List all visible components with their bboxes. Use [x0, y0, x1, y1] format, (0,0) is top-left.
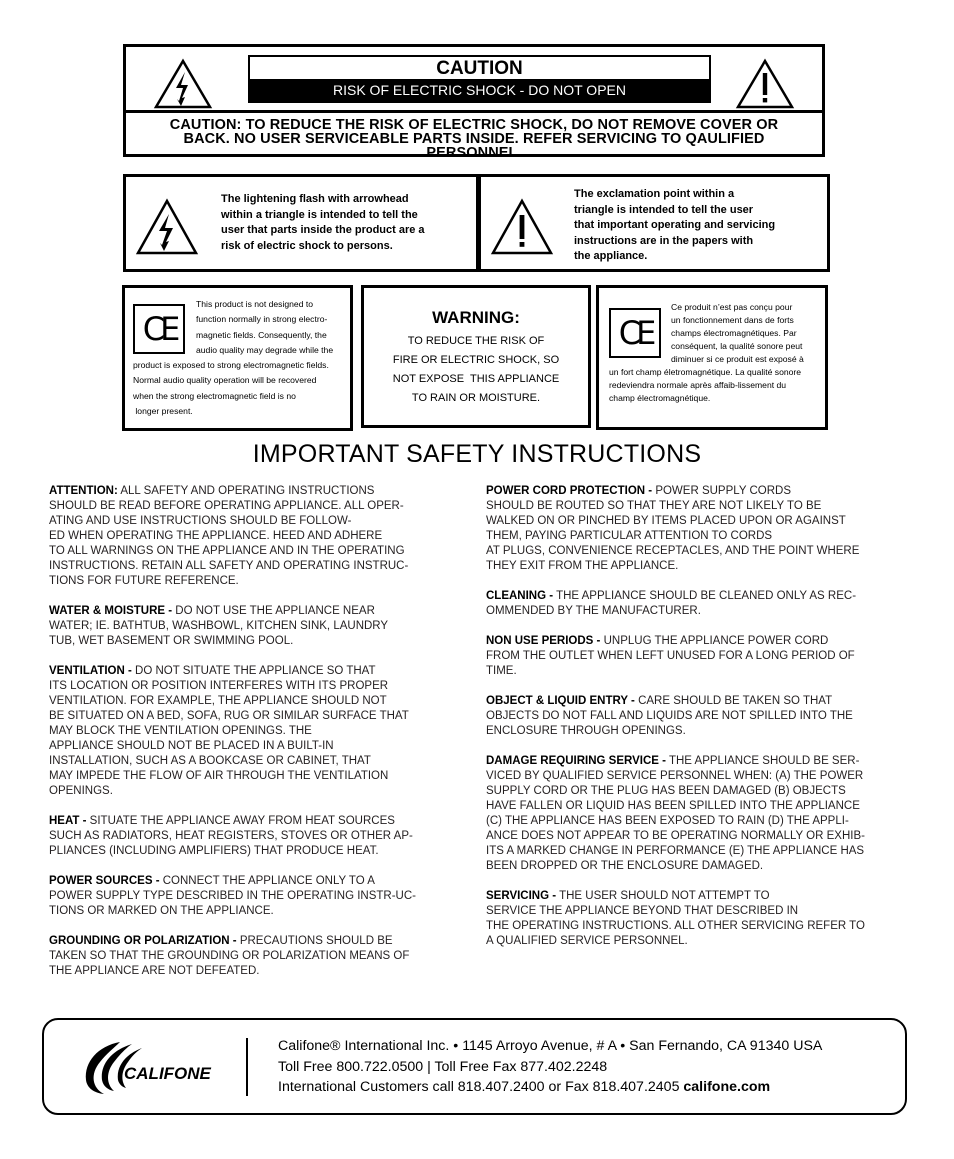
- instruction-line: OPENINGS.: [49, 785, 113, 797]
- instructions-left-column: [49, 484, 457, 994]
- instructions-right-column: [486, 484, 911, 964]
- instruction-line: SHOULD BE READ BEFORE OPERATING APPLIANCE. ALL OPER-: [49, 500, 404, 512]
- note-line: The lightening flash with arrowhead: [221, 193, 409, 205]
- caution-subtitle: RISK OF ELECTRIC SHOCK - DO NOT OPEN: [250, 79, 709, 101]
- califone-logo-icon: [80, 1036, 220, 1098]
- caution-warning-line: PERSONNEL.: [426, 145, 522, 161]
- instruction-line: WATER; IE. BATHTUB, WASHBOWL, KITCHEN SINK, LAUNDRY: [49, 620, 389, 632]
- instruction-label: HEAT -: [49, 815, 87, 827]
- instruction-line: MAY BLOCK THE VENTILATION OPENINGS. THE: [49, 725, 312, 737]
- ce-notice-english: [122, 285, 353, 431]
- caution-label-box: [248, 55, 711, 103]
- note-line: that important operating and servicing: [574, 219, 776, 231]
- instruction-paragraph: [49, 604, 457, 649]
- instruction-line: ATING AND USE INSTRUCTIONS SHOULD BE FOLLOW-: [49, 515, 352, 527]
- ce-text-bottom: [133, 358, 329, 420]
- ce-line: function normally in strong electro-: [196, 314, 328, 325]
- ce-line: redeviendra normale après affaib-lissement du: [609, 380, 787, 390]
- footer-website-link[interactable]: califone.com: [683, 1079, 771, 1095]
- instruction-line: A QUALIFIED SERVICE PERSONNEL.: [486, 935, 688, 947]
- exclamation-triangle-icon: [736, 59, 794, 109]
- note-line: instructions are in the papers with: [574, 234, 754, 247]
- instruction-line: (C) THE APPLIANCE HAS BEEN EXPOSED TO RAIN (D) THE APPLI-: [486, 815, 849, 827]
- instruction-line: [49, 664, 457, 679]
- ce-line: audio quality may degrade while the: [196, 345, 334, 356]
- instruction-line: MAY IMPEDE THE FLOW OF AIR THROUGH THE VENTILATION: [49, 770, 389, 782]
- instruction-text: UNPLUG THE APPLIANCE POWER CORD: [600, 635, 829, 647]
- instruction-line: VICED BY QUALIFIED SERVICE PERSONNEL WHEN: (A) THE POWER: [486, 770, 864, 782]
- instruction-label: WATER & MOISTURE -: [49, 605, 173, 617]
- instruction-line: SERVICE THE APPLIANCE BEYOND THAT DESCRIBED IN: [486, 905, 799, 917]
- instruction-paragraph: [49, 484, 457, 589]
- lightning-note-text: [221, 192, 425, 254]
- instruction-line: SUPPLY CORD OR THE PLUG HAS BEEN DAMAGED (B) OBJECTS: [486, 785, 846, 797]
- instruction-line: VENTILATION. FOR EXAMPLE, THE APPLIANCE SHOULD NOT: [49, 695, 387, 707]
- note-line: the appliance.: [574, 250, 648, 262]
- instruction-line: TAKEN SO THAT THE GROUNDING OR POLARIZATION MEANS OF: [49, 950, 410, 962]
- note-line: risk of electric shock to persons.: [221, 239, 393, 252]
- instruction-line: [486, 889, 911, 904]
- footer-international-line: [278, 1077, 822, 1098]
- instruction-line: [49, 604, 457, 619]
- note-line: within a triangle is intended to tell the: [221, 208, 418, 221]
- instruction-text: THE APPLIANCE SHOULD BE SER-: [665, 755, 860, 767]
- instruction-text: SITUATE THE APPLIANCE AWAY FROM HEAT SOURCES: [86, 815, 395, 827]
- ce-line: Normal audio quality operation will be recovered: [133, 375, 317, 386]
- ce-line: product is exposed to strong electromagnetic fields.: [133, 360, 329, 370]
- instruction-label: POWER CORD PROTECTION -: [486, 485, 653, 497]
- instruction-label: OBJECT & LIQUID ENTRY -: [486, 695, 635, 707]
- caution-warning-text: [126, 117, 822, 161]
- ce-text-bottom: [609, 366, 801, 405]
- instruction-line: TIME.: [486, 665, 517, 677]
- instruction-label: GROUNDING OR POLARIZATION -: [49, 935, 237, 947]
- instruction-line: TIONS OR MARKED ON THE APPLIANCE.: [49, 905, 274, 917]
- caution-warning-line: CAUTION: TO REDUCE THE RISK OF ELECTRIC SHOCK, DO NOT REMOVE COVER OR: [169, 117, 779, 133]
- footer-phone-line: Toll Free 800.722.0500 | Toll Free Fax 877.402.2248: [278, 1058, 608, 1075]
- ce-line: magnetic fields. Consequently, the: [196, 329, 327, 340]
- instruction-line: ANCE DOES NOT APPEAR TO BE OPERATING NORMALLY OR EXHIB-: [486, 830, 865, 842]
- warning-line: NOT EXPOSE THIS APPLIANCE: [392, 373, 560, 385]
- page-title: IMPORTANT SAFETY INSTRUCTIONS: [252, 440, 702, 468]
- footer-divider: [246, 1038, 248, 1096]
- instruction-line: TO ALL WARNINGS ON THE APPLIANCE AND IN THE OPERATING: [49, 545, 405, 557]
- instruction-text: THE USER SHOULD NOT ATTEMPT TO: [556, 890, 770, 902]
- instruction-text: CONNECT THE APPLIANCE ONLY TO A: [159, 875, 375, 887]
- exclamation-note-text: [574, 187, 775, 265]
- instruction-line: INSTALLATION, SUCH AS A BOOKCASE OR CABINET, THAT: [49, 755, 371, 767]
- instruction-line: ITS LOCATION OR POSITION INTERFERES WITH ITS PROPER: [49, 680, 389, 692]
- footer-international-text: International Customers call 818.407.2400 or Fax 818.407.2405: [278, 1079, 684, 1095]
- instruction-line: TUB, WET BASEMENT OR SWIMMING POOL.: [49, 635, 294, 647]
- warning-box: [361, 285, 591, 428]
- lightning-triangle-icon: [154, 59, 212, 109]
- ce-line: diminuer si ce produit est exposé à: [671, 354, 804, 364]
- instruction-line: PLIANCES (INCLUDING AMPLIFIERS) THAT PRODUCE HEAT.: [49, 845, 379, 857]
- instruction-text: DO NOT SITUATE THE APPLIANCE SO THAT: [131, 665, 376, 677]
- lightning-triangle-icon: [136, 199, 198, 255]
- instruction-line: [486, 694, 911, 709]
- ce-mark-icon: CE: [133, 304, 185, 354]
- exclamation-note-box: [478, 174, 830, 272]
- instruction-line: WALKED ON OR PINCHED BY ITEMS PLACED UPON OR AGAINST: [486, 515, 846, 527]
- instruction-text: POWER SUPPLY CORDS: [652, 485, 792, 497]
- ce-line: Ce produit n’est pas conçu pour: [671, 302, 793, 312]
- caution-warning-line: BACK. NO USER SERVICEABLE PARTS INSIDE. REFER SERVICING TO QAULIFIED: [183, 131, 765, 147]
- instruction-line: AT PLUGS, CONVENIENCE RECEPTACLES, AND THE POINT WHERE: [486, 545, 860, 557]
- ce-line: un fonctionnement dans de forts: [671, 315, 794, 325]
- instruction-line: [486, 754, 911, 769]
- instruction-paragraph: [49, 814, 457, 859]
- instruction-paragraph: [486, 754, 911, 874]
- instruction-line: [486, 484, 911, 499]
- ce-text-top: [671, 301, 804, 366]
- ce-line: This product is not designed to: [196, 299, 314, 309]
- instruction-line: BE SITUATED ON A BED, SOFA, RUG OR SIMILAR SURFACE THAT: [49, 710, 409, 722]
- ce-line: longer present.: [133, 406, 193, 417]
- instruction-line: ED WHEN OPERATING THE APPLIANCE. HEED AND ADHERE: [49, 530, 383, 542]
- instruction-line: [49, 934, 457, 949]
- ce-notice-french: [596, 285, 828, 430]
- warning-line: TO REDUCE THE RISK OF: [407, 335, 545, 347]
- warning-line: TO RAIN OR MOISTURE.: [411, 392, 541, 404]
- instruction-paragraph: [49, 664, 457, 799]
- exclamation-triangle-icon: [491, 199, 553, 255]
- footer-address-line: Califone® International Inc. • 1145 Arroyo Avenue, # A • San Fernando, CA 91340 USA: [278, 1038, 823, 1054]
- caution-header: [126, 47, 822, 113]
- ce-line: champ électromagnétique.: [609, 393, 711, 403]
- instruction-text: CARE SHOULD BE TAKEN SO THAT: [634, 695, 833, 707]
- instruction-line: BEEN DROPPED OR THE ENCLOSURE DAMAGED.: [486, 860, 764, 872]
- instruction-line: THEM, PAYING PARTICULAR ATTENTION TO CORDS: [486, 530, 773, 542]
- instruction-line: SUCH AS RADIATORS, HEAT REGISTERS, STOVES OR OTHER AP-: [49, 830, 413, 842]
- ce-line: when the strong electromagnetic field is no: [133, 390, 296, 401]
- instruction-line: ENCLOSURE THROUGH OPENINGS.: [486, 725, 686, 737]
- instruction-line: THEY EXIT FROM THE APPLIANCE.: [486, 560, 679, 572]
- instruction-line: APPLIANCE SHOULD NOT BE PLACED IN A BUILT-IN: [49, 740, 334, 752]
- instruction-paragraph: [49, 874, 457, 919]
- instruction-text: PRECAUTIONS SHOULD BE: [236, 935, 393, 947]
- instruction-line: FROM THE OUTLET WHEN LEFT UNUSED FOR A LONG PERIOD OF: [486, 650, 855, 662]
- instruction-line: [49, 874, 457, 889]
- instruction-label: CLEANING -: [486, 590, 554, 602]
- instruction-line: [49, 814, 457, 829]
- instruction-line: [486, 634, 911, 649]
- warning-title: WARNING:: [432, 308, 520, 327]
- footer-address: [278, 1036, 822, 1098]
- warning-line: FIRE OR ELECTRIC SHOCK, SO: [392, 354, 560, 366]
- caution-title: CAUTION: [436, 58, 523, 79]
- instruction-paragraph: [486, 484, 911, 574]
- instruction-line: ITS A MARKED CHANGE IN PERFORMANCE (E) THE APPLIANCE HAS: [486, 845, 865, 857]
- note-line: The exclamation point within a: [574, 188, 735, 200]
- instruction-paragraph: [486, 634, 911, 679]
- caution-banner: [123, 44, 825, 161]
- instruction-label: ATTENTION:: [49, 485, 118, 497]
- instruction-paragraph: [49, 934, 457, 979]
- instruction-label: SERVICING -: [486, 890, 557, 902]
- ce-line: conséquent, la qualité sonore peut: [671, 341, 803, 351]
- footer-contact: [42, 1018, 907, 1115]
- instruction-line: THE OPERATING INSTRUCTIONS. ALL OTHER SERVICING REFER TO: [486, 920, 865, 932]
- instruction-line: INSTRUCTIONS. RETAIN ALL SAFETY AND OPERATING INSTRUC-: [49, 560, 409, 572]
- instruction-line: [49, 484, 457, 499]
- lightning-note-box: [123, 174, 479, 272]
- instruction-line: SHOULD BE ROUTED SO THAT THEY ARE NOT LIKELY TO BE: [486, 500, 822, 512]
- instruction-paragraph: [486, 694, 911, 739]
- instruction-line: THE APPLIANCE ARE NOT DEFEATED.: [49, 965, 260, 977]
- note-line: user that parts inside the product are a: [221, 224, 425, 236]
- califone-logo-text: CALIFONE: [124, 1064, 211, 1083]
- instruction-line: OMMENDED BY THE MANUFACTURER.: [486, 605, 701, 617]
- ce-mark-icon: CE: [609, 308, 661, 358]
- instruction-line: POWER SUPPLY TYPE DESCRIBED IN THE OPERATING INSTR-UC-: [49, 890, 416, 902]
- instruction-text: ALL SAFETY AND OPERATING INSTRUCTIONS: [117, 485, 375, 497]
- ce-text-top: [196, 297, 333, 359]
- instruction-line: TIONS FOR FUTURE REFERENCE.: [49, 575, 239, 587]
- instruction-label: VENTILATION -: [49, 665, 132, 677]
- ce-line: champs électromagnétiques. Par: [671, 328, 797, 338]
- note-line: triangle is intended to tell the user: [574, 203, 754, 216]
- instruction-label: POWER SOURCES -: [49, 875, 160, 887]
- instruction-paragraph: [486, 589, 911, 619]
- instruction-line: [486, 589, 911, 604]
- instruction-label: DAMAGE REQUIRING SERVICE -: [486, 755, 666, 767]
- instruction-line: HAVE FALLEN OR LIQUID HAS BEEN SPILLED INTO THE APPLIANCE: [486, 800, 860, 812]
- instruction-label: NON USE PERIODS -: [486, 635, 601, 647]
- instruction-paragraph: [486, 889, 911, 949]
- instruction-line: OBJECTS DO NOT FALL AND LIQUIDS ARE NOT SPILLED INTO THE: [486, 710, 853, 722]
- instruction-text: THE APPLIANCE SHOULD BE CLEANED ONLY AS REC-: [553, 590, 857, 602]
- ce-line: un fort champ életromagnétique. La qualité sonore: [609, 367, 802, 377]
- instruction-text: DO NOT USE THE APPLIANCE NEAR: [172, 605, 375, 617]
